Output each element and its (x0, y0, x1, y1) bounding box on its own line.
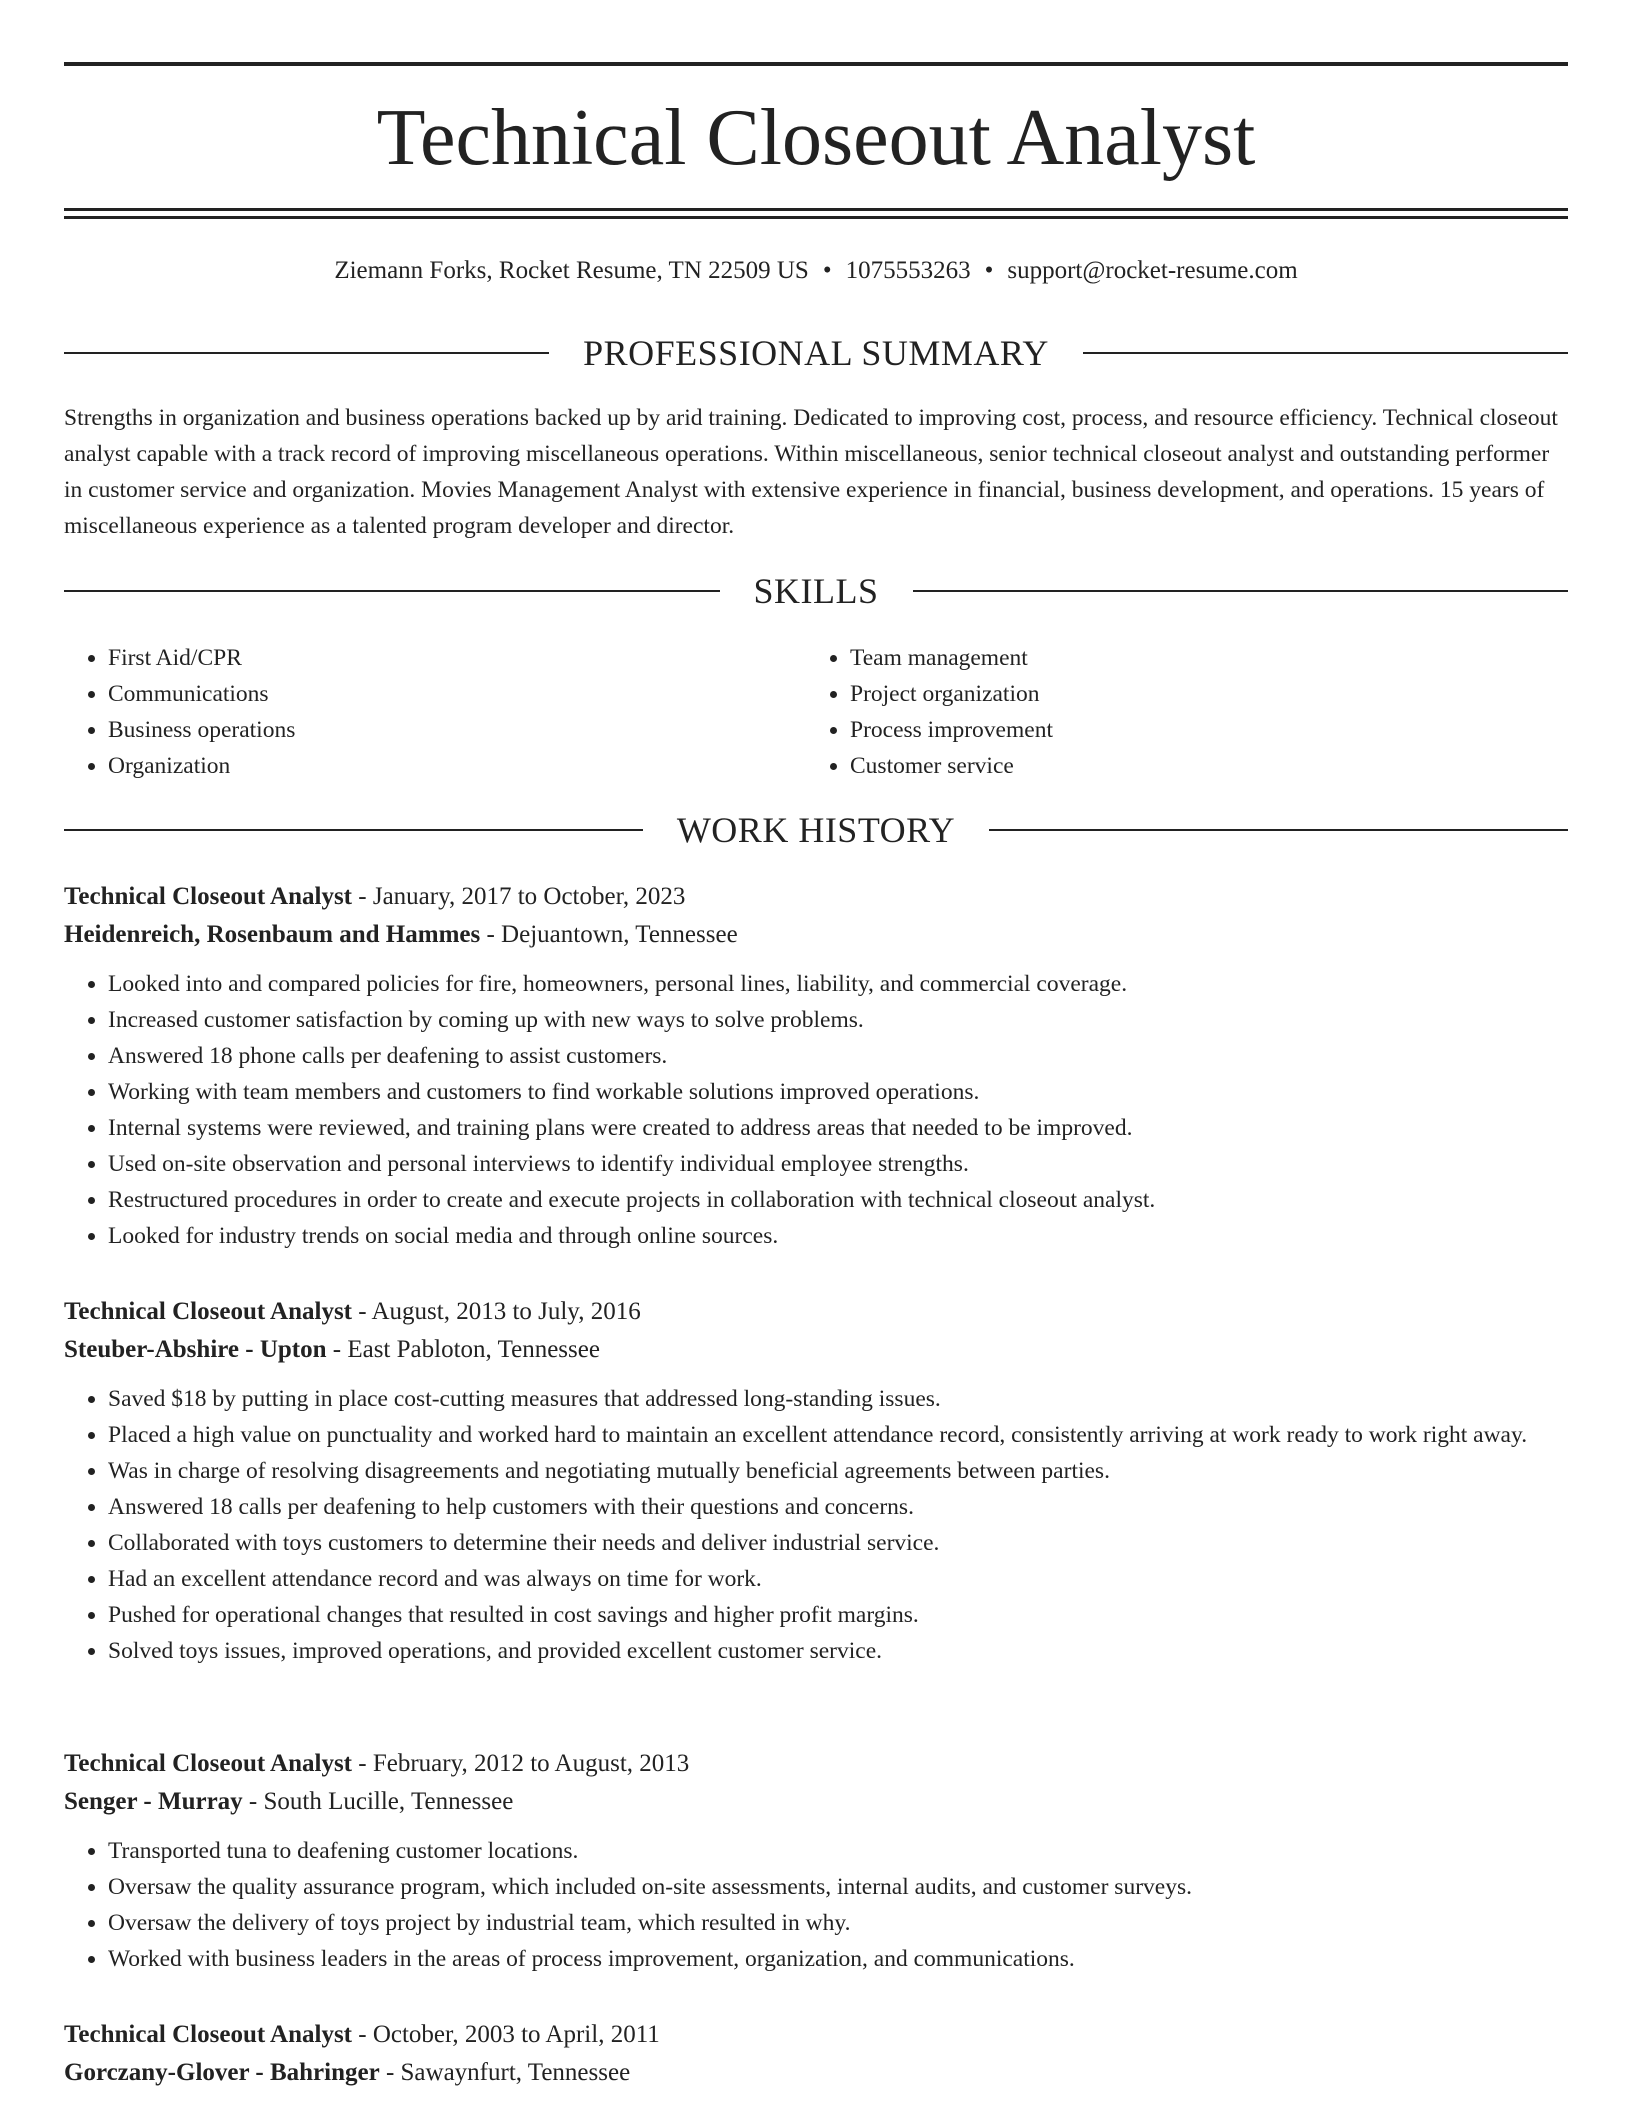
section-heading-summary (64, 331, 1568, 375)
job-bullets (64, 1833, 1568, 1977)
contact-separator: • (822, 257, 832, 284)
job-company-line (64, 2054, 1568, 2092)
summary-paragraph: Strengths in organization and business operations backed up by arid training. Dedicated to improving cost, process, and resource efficiency. Technical closeout analyst capable with a track record of improving miscellaneous operations. Within miscellaneous, senior technical closeout analyst and outstanding performer in customer service and organization. Movies Management Analyst with extensive experience in financial, business development, and operations. 15 years of miscellaneous experience as a talented program developer and director. (64, 405, 1558, 539)
skill-item: • Business operations (108, 712, 806, 748)
title-rule-upper (64, 208, 1568, 211)
job-bullet: • Used on-site observation and personal interviews to identify individual employee strengths. (108, 1146, 1568, 1182)
job-bullet: • Solved toys issues, improved operations, and provided excellent customer service. (108, 1633, 1568, 1669)
heading-rule-left (64, 590, 720, 592)
section-title: SKILLS (753, 571, 879, 611)
job-bullet: • Saved $18 by putting in place cost-cutting measures that addressed long-standing issues. (108, 1381, 1568, 1417)
contact-address: Ziemann Forks, Rocket Resume, TN 22509 US (334, 257, 809, 284)
contact-email: support@rocket-resume.com (1007, 257, 1298, 284)
job-bullet: • Restructured procedures in order to create and execute projects in collaboration with technical closeout analyst. (108, 1182, 1568, 1218)
job-company: Senger - Murray (64, 1788, 243, 1815)
skill-item: • First Aid/CPR (108, 640, 806, 676)
job-bullet: • Looked into and compared policies for fire, homeowners, personal lines, liability, and commercial coverage. (108, 966, 1568, 1002)
job-company: Heidenreich, Rosenbaum and Hammes (64, 921, 481, 948)
job-bullet: • Transported tuna to deafening customer locations. (108, 1833, 1568, 1869)
job-title-line (64, 2016, 1568, 2054)
job-location: - Sawaynfurt, Tennessee (379, 2059, 631, 2086)
title-rule-lower (64, 216, 1568, 219)
heading-rule-left (64, 829, 643, 831)
job-location: - East Pabloton, Tennessee (326, 1336, 600, 1363)
job-bullet: • Had an excellent attendance record and was always on time for work. (108, 1561, 1568, 1597)
job-bullet: • Oversaw the delivery of toys project by industrial team, which resulted in why. (108, 1905, 1568, 1941)
job-title-line (64, 1293, 1568, 1331)
job-title: Technical Closeout Analyst (64, 883, 353, 910)
job-bullet: • Looked for industry trends on social media and through online sources. (108, 1218, 1568, 1254)
skill-item: • Communications (108, 676, 806, 712)
skill-item: • Team management (850, 640, 1548, 676)
heading-rule-right (989, 829, 1568, 831)
top-rule (64, 62, 1568, 66)
heading-rule-right (1083, 352, 1568, 354)
contact-phone: 1075553263 (845, 257, 971, 284)
job-dates: - January, 2017 to October, 2023 (352, 883, 686, 910)
job-entry (64, 2016, 1568, 2092)
skill-item: • Organization (108, 748, 806, 784)
job-dates: - August, 2013 to July, 2016 (352, 1298, 641, 1325)
section-title: WORK HISTORY (676, 810, 956, 850)
skills-column-left (64, 640, 806, 784)
job-bullet: • Internal systems were reviewed, and training plans were created to address areas that needed to be improved. (108, 1110, 1568, 1146)
job-bullet: • Increased customer satisfaction by coming up with new ways to solve problems. (108, 1002, 1568, 1038)
job-bullets (64, 966, 1568, 1254)
section-heading-work (64, 808, 1568, 852)
job-title-line (64, 878, 1568, 916)
job-location: - South Lucille, Tennessee (242, 1788, 514, 1815)
job-dates: - October, 2003 to April, 2011 (352, 2021, 660, 2048)
job-company: Steuber-Abshire - Upton (64, 1336, 327, 1363)
job-bullet: • Was in charge of resolving disagreements and negotiating mutually beneficial agreements between parties. (108, 1453, 1568, 1489)
job-location: - Dejuantown, Tennessee (480, 921, 738, 948)
skill-item: • Process improvement (850, 712, 1548, 748)
job-title-line (64, 1745, 1568, 1783)
section-title: PROFESSIONAL SUMMARY (583, 333, 1049, 373)
job-bullet: • Answered 18 phone calls per deafening to assist customers. (108, 1038, 1568, 1074)
job-entry (64, 1745, 1568, 1977)
contact-separator: • (984, 257, 994, 284)
job-company: Gorczany-Glover - Bahringer (64, 2059, 380, 2086)
job-company-line (64, 1783, 1568, 1821)
job-bullet: • Worked with business leaders in the areas of process improvement, organization, and communications. (108, 1941, 1568, 1977)
job-company-line (64, 1331, 1568, 1369)
job-title: Technical Closeout Analyst (64, 2021, 353, 2048)
job-bullet: • Collaborated with toys customers to determine their needs and deliver industrial service. (108, 1525, 1568, 1561)
job-bullet: • Oversaw the quality assurance program, which included on-site assessments, internal audits, and customer surveys. (108, 1869, 1568, 1905)
skills-column-right (806, 640, 1548, 784)
heading-rule-left (64, 352, 549, 354)
resume-title: Technical Closeout Analyst (376, 94, 1256, 182)
job-dates: - February, 2012 to August, 2013 (352, 1750, 690, 1777)
job-bullets (64, 1381, 1568, 1669)
job-bullet: • Placed a high value on punctuality and worked hard to maintain an excellent attendance record, consistently arriving at work ready to work right away. (108, 1417, 1568, 1453)
job-title: Technical Closeout Analyst (64, 1298, 353, 1325)
heading-rule-right (913, 590, 1569, 592)
job-company-line (64, 916, 1568, 954)
contact-line (64, 254, 1568, 288)
job-bullet: • Pushed for operational changes that resulted in cost savings and higher profit margins. (108, 1597, 1568, 1633)
job-entry (64, 878, 1568, 1254)
skills-list (64, 640, 1568, 784)
skill-item: • Project organization (850, 676, 1548, 712)
section-heading-skills (64, 569, 1568, 613)
skill-item: • Customer service (850, 748, 1548, 784)
job-bullet: • Answered 18 calls per deafening to help customers with their questions and concerns. (108, 1489, 1568, 1525)
job-entry (64, 1293, 1568, 1669)
job-bullet: • Working with team members and customers to find workable solutions improved operations. (108, 1074, 1568, 1110)
job-title: Technical Closeout Analyst (64, 1750, 353, 1777)
